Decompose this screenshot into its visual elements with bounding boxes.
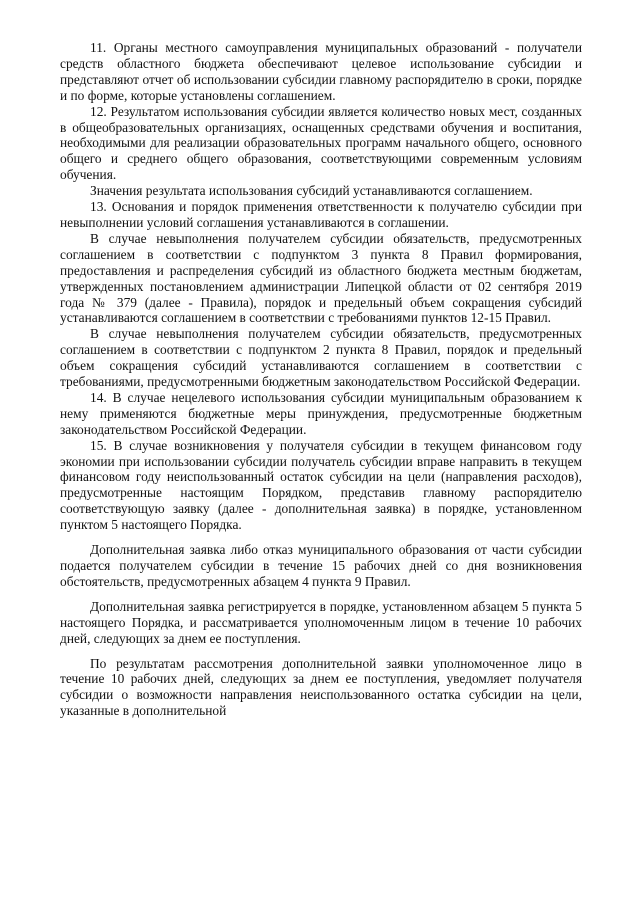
paragraph-11: 11. Органы местного самоуправления муниципальных образований - получатели средств областного бюджета обеспечивают целевое использование субсидии и представляют отчет об использовании субсидии главному распорядителю в сроки, порядке и по форме, которые установлены соглашением. [60, 40, 582, 103]
paragraph-15-additional-request: Дополнительная заявка либо отказ муниципального образования от части субсидии подается получателем субсидии в течение 15 рабочих дней со дня возникновения обстоятельств, предусмотренных абзацем 4 пункта 9 Правил. [60, 542, 582, 589]
paragraph-13-case-subparagraph-3: В случае невыполнения получателем субсидии обязательств, предусмотренных соглашением в соответствии с подпунктом 3 пункта 8 Правил формирования, предоставления и распределения субсидий из областного бюджета местным бюджетам, утвержденных постановлением администрации Липецкой области от 02 сентября 2019 года № 379 (далее - Правила), порядок и предельный объем сокращения субсидий устанавливаются соглашением в соответствии с требованиями пунктов 12-15 Правил. [60, 230, 582, 326]
paragraph-14: 14. В случае нецелевого использования субсидии муниципальным образованием к нему применяются бюджетные меры принуждения, предусмотренные бюджетным законодательством Российской Федерации. [60, 389, 582, 437]
paragraph-15: 15. В случае возникновения у получателя субсидии в текущем финансовом году экономии при использовании субсидии получатель субсидии вправе направить в текущем финансовом году неиспользованный остаток субсидии на цели (направления расходов), предусмотренные настоящим Порядком, представив главному распорядителю соответствующую заявку (далее - дополнительная заявка) в порядке, установленном пунктом 5 настоящего Порядка. [60, 437, 582, 533]
paragraph-15-review-results: По результатам рассмотрения дополнительной заявки уполномоченное лицо в течение 10 рабочих дней, следующих за днем ее поступления, уведомляет получателя субсидии о возможности направления неиспользованного остатка субсидии на цели, указанные в дополнительной [60, 655, 582, 719]
paragraph-13-case-subparagraph-2: В случае невыполнения получателем субсидии обязательств, предусмотренных соглашением в соответствии с подпунктом 2 пункта 8 Правил, порядок и предельный объем сокращения субсидий устанавливаются соглашением в соответствии с требованиями, предусмотренными бюджетным законодательством Российской Федерации. [60, 326, 582, 390]
paragraph-12-result-values: Значения результата использования субсидий устанавливаются соглашением. [90, 183, 533, 199]
paragraph-15-registration: Дополнительная заявка регистрируется в порядке, установленном абзацем 5 пункта 5 настоящего Порядка, и рассматривается уполномоченным лицом в течение 10 рабочих дней, следующих за днем ее поступления. [60, 598, 582, 646]
paragraph-12: 12. Результатом использования субсидии является количество новых мест, созданных в общеобразовательных организациях, оснащенных средствами обучения и воспитания, необходимыми для реализации образовательных программ начального общего, основного общего и среднего общего образования, соответствующими современным условиям обучения. [60, 103, 582, 183]
paragraph-13: 13. Основания и порядок применения ответственности к получателю субсидии при невыполнении условий соглашения устанавливаются в соглашении. [60, 199, 582, 230]
